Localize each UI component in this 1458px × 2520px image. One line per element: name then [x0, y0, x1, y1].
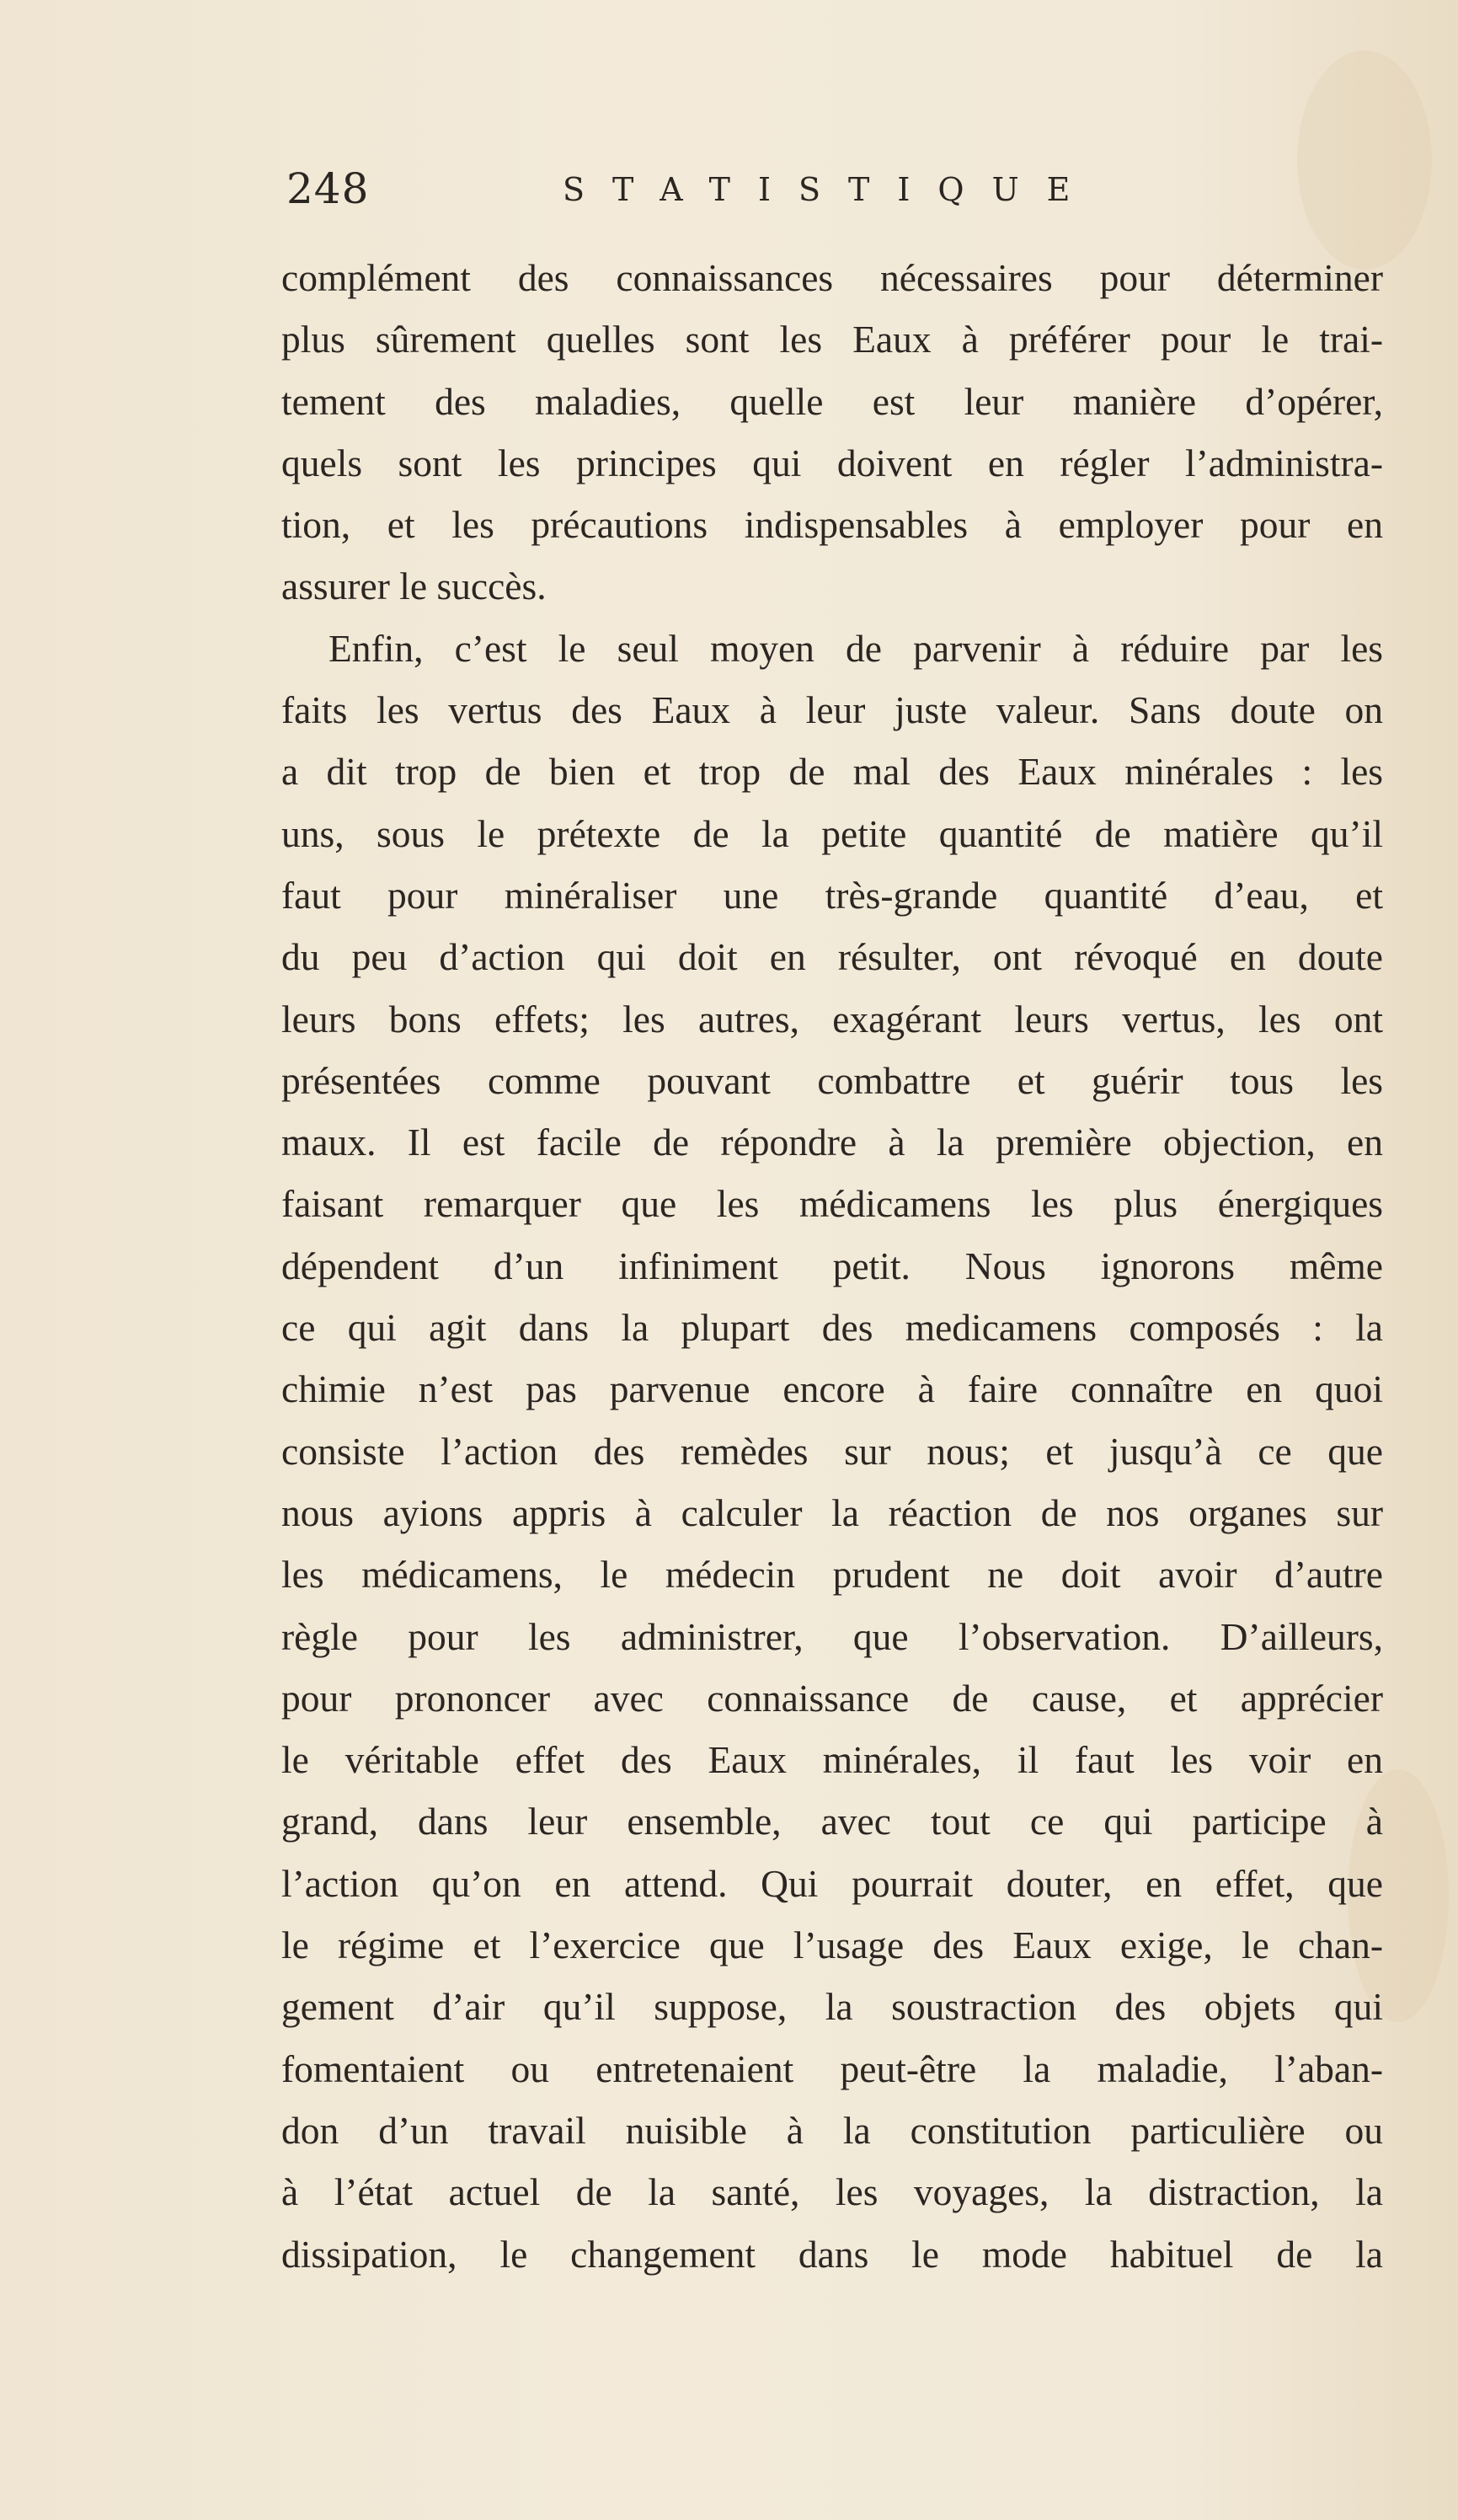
text-line: faut pour minéraliser une très-grande quantité d’eau, et	[281, 873, 1383, 917]
text-line: consiste l’action des remèdes sur nous; et jusqu’à ce que	[281, 1429, 1383, 1473]
text-line: gement d’air qu’il suppose, la soustraction des objets qui	[281, 1985, 1383, 2029]
text-line: chimie n’est pas parvenue encore à faire connaître en quoi	[281, 1367, 1383, 1411]
text-line: ce qui agit dans la plupart des medicamens composés : la	[281, 1306, 1383, 1350]
text-line: les médicamens, le médecin prudent ne doit avoir d’autre	[281, 1553, 1383, 1597]
text-line: faits les vertus des Eaux à leur juste valeur. Sans doute on	[281, 688, 1383, 732]
text-line: a dit trop de bien et trop de mal des Eaux minérales : les	[281, 750, 1383, 794]
text-line: présentées comme pouvant combattre et guérir tous les	[281, 1058, 1383, 1102]
text-line: Enfin, c’est le seul moyen de parvenir à réduire par les	[328, 626, 1383, 670]
text-line: fomentaient ou entretenaient peut-être la maladie, l’aban-	[281, 2046, 1383, 2090]
text-line: leurs bons effets; les autres, exagérant leurs vertus, les ont	[281, 997, 1383, 1041]
text-line: le véritable effet des Eaux minérales, il faut les voir en	[281, 1738, 1383, 1782]
text-line: règle pour les administrer, que l’observation. D’ailleurs,	[281, 1614, 1383, 1658]
text-line: du peu d’action qui doit en résulter, ont révoqué en doute	[281, 935, 1383, 979]
text-line: grand, dans leur ensemble, avec tout ce qui participe à	[281, 1800, 1383, 1843]
text-line: complément des connaissances nécessaires pour déterminer	[281, 256, 1383, 299]
text-line: le régime et l’exercice que l’usage des Eaux exige, le chan-	[281, 1923, 1383, 1967]
text-line: tement des maladies, quelle est leur manière d’opérer,	[281, 379, 1383, 423]
text-line: faisant remarquer que les médicamens les plus énergiques	[281, 1182, 1383, 1226]
text-line: dépendent d’un infiniment petit. Nous ignorons même	[281, 1244, 1383, 1287]
page-header	[286, 164, 1407, 232]
text-line: dissipation, le changement dans le mode habituel de la	[281, 2232, 1383, 2276]
text-line: maux. Il est facile de répondre à la première objection, en	[281, 1121, 1383, 1164]
text-line: uns, sous le prétexte de la petite quantité de matière qu’il	[281, 811, 1383, 855]
text-line: pour prononcer avec connaissance de cause, et apprécier	[281, 1676, 1383, 1720]
text-line: plus sûrement quelles sont les Eaux à préférer pour le trai-	[281, 318, 1383, 361]
text-line: l’action qu’on en attend. Qui pourrait douter, en effet, que	[281, 1861, 1383, 1905]
text-line: don d’un travail nuisible à la constitution particulière ou	[281, 2108, 1383, 2152]
body-text	[281, 247, 1383, 2285]
text-line: à l’état actuel de la santé, les voyages, la distraction, la	[281, 2170, 1383, 2214]
text-line: assurer le succès.	[281, 564, 547, 608]
text-line: nous ayions appris à calculer la réaction de nos organes sur	[281, 1490, 1383, 1534]
page-number: 248	[286, 164, 370, 213]
running-title: STATISTIQUE	[563, 171, 1098, 208]
paper-stain	[1297, 51, 1432, 270]
text-line: quels sont les principes qui doivent en régler l’administra-	[281, 441, 1383, 484]
text-line: tion, et les précautions indispensables à employer pour en	[281, 503, 1383, 547]
